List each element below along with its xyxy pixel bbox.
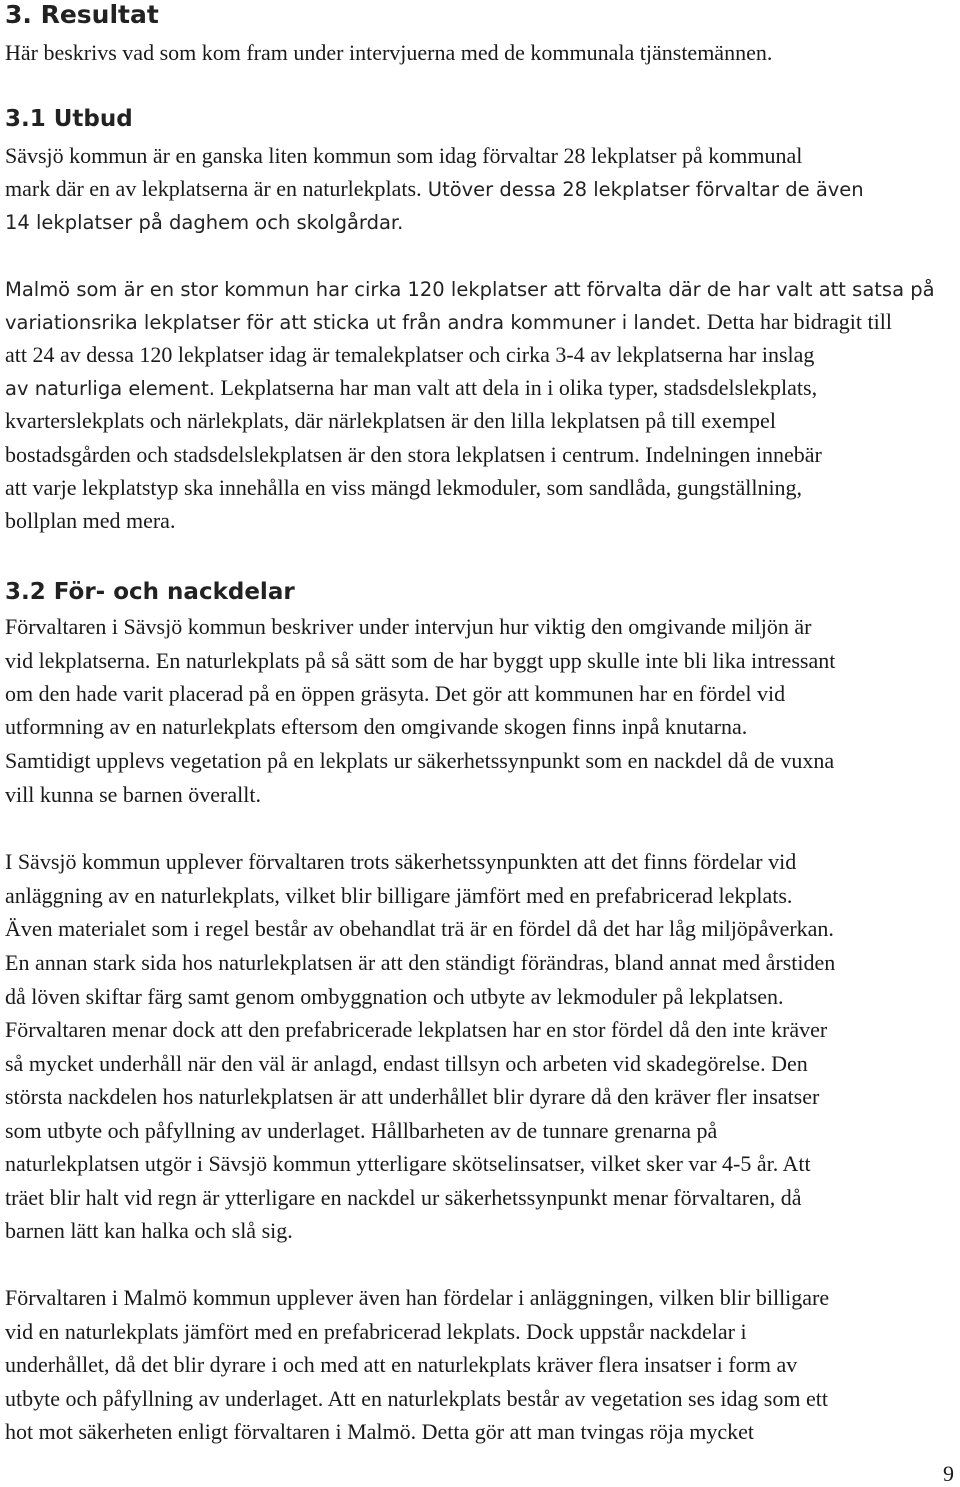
paragraph-line: som utbyte och påfyllning av underlaget. Hållbarheten av de tunnare grenarna på [5, 1118, 718, 1143]
paragraph-line: underhållet, då det blir dyrare i och med att en naturlekplats kräver flera insatser i form av [5, 1352, 798, 1377]
main-heading: 3. Resultat [5, 0, 159, 29]
paragraph-line: så mycket underhåll när den väl är anlagd, endast tillsyn och arbeten vid skadegörelse. Den [5, 1051, 808, 1076]
paragraph-line: största nackdelen hos naturlekplatsen är att underhållet blir dyrare då den kräver fler insatser [5, 1084, 820, 1109]
page-number: 9 [943, 1461, 954, 1486]
paragraph-line: utbyte och påfyllning av underlaget. Att en naturlekplats består av vegetation ses idag som ett [5, 1386, 828, 1411]
paragraph-line: hot mot säkerheten enligt förvaltaren i Malmö. Detta gör att man tvingas röja mycket [5, 1419, 754, 1444]
paragraph-line: Sävsjö kommun är en ganska liten kommun som idag förvaltar 28 lekplatser på kommunal [5, 143, 803, 168]
paragraph-line: bollplan med mera. [5, 508, 176, 533]
paragraph-line: Samtidigt upplevs vegetation på en lekplats ur säkerhetssynpunkt som en nackdel då de vuxna [5, 748, 835, 773]
section-heading-utbud: 3.1 Utbud [5, 106, 133, 132]
paragraph-line: En annan stark sida hos naturlekplatsen är att den ständigt förändras, bland annat med årstiden [5, 950, 836, 975]
paragraph-line: Förvaltaren menar dock att den prefabricerade lekplatsen har en stor fördel då den inte kräver [5, 1017, 828, 1042]
paragraph-line: om den hade varit placerad på en öppen gräsyta. Det gör att kommunen har en fördel vid [5, 681, 786, 706]
section-heading-for-och-nackdelar: 3.2 För- och nackdelar [5, 579, 295, 605]
paragraph-line: Förvaltaren i Sävsjö kommun beskriver under intervjun hur viktig den omgivande miljön är [5, 614, 812, 639]
paragraph-line: Malmö som är en stor kommun har cirka 120 lekplatser att förvalta där de har valt att satsa på [5, 278, 935, 301]
paragraph-line: I Sävsjö kommun upplever förvaltaren trots säkerhetssynpunkten att det finns fördelar vid [5, 849, 797, 874]
intro-paragraph: Här beskrivs vad som kom fram under intervjuerna med de kommunala tjänstemännen. [5, 40, 773, 65]
paragraph-line: då löven skiftar färg samt genom ombyggnation och utbyte av lekmoduler på lekplatsen. [5, 984, 784, 1009]
paragraph-line: att 24 av dessa 120 lekplatser idag är temalekplatser och cirka 3-4 av lekplatserna har inslag [5, 342, 815, 367]
paragraph-line: av naturliga element. Lekplatserna har man valt att dela in i olika typer, stadsdelslekplats, [5, 375, 818, 400]
paragraph-line: 14 lekplatser på daghem och skolgårdar. [5, 211, 404, 234]
paragraph-line: barnen lätt kan halka och slå sig. [5, 1218, 293, 1243]
paragraph-line: kvarterslekplats och närlekplats, där närlekplatsen är den lilla lekplatsen på till exempel [5, 408, 776, 433]
paragraph-line: träet blir halt vid regn är ytterligare en nackdel ur säkerhetssynpunkt menar förvaltaren, då [5, 1185, 802, 1210]
paragraph-line: att varje lekplatstyp ska innehålla en viss mängd lekmoduler, som sandlåda, gungställning, [5, 475, 803, 500]
paragraph-line: vid lekplatserna. En naturlekplats på så sätt som de har byggt upp skulle inte bli lika intressant [5, 648, 836, 673]
paragraph-line: anläggning av en naturlekplats, vilket blir billigare jämfört med en prefabricerad lekplats. [5, 883, 793, 908]
paragraph-line: bostadsgården och stadsdelslekplatsen är den stora lekplatsen i centrum. Indelningen innebär [5, 442, 822, 467]
paragraph-line: naturlekplatsen utgör i Sävsjö kommun ytterligare skötselinsatser, vilket sker var 4-5 år. Att [5, 1151, 811, 1176]
paragraph-line: variationsrika lekplatser för att sticka ut från andra kommuner i landet. Detta har bidragit till [5, 309, 892, 334]
paragraph-line: vid en naturlekplats jämfört med en prefabricerad lekplats. Dock uppstår nackdelar i [5, 1319, 747, 1344]
paragraph-line: vill kunna se barnen överallt. [5, 782, 261, 807]
paragraph-line: Förvaltaren i Malmö kommun upplever även han fördelar i anläggningen, vilken blir billigare [5, 1285, 830, 1310]
paragraph-line: Även materialet som i regel består av obehandlat trä är en fördel då det har låg miljöpåverkan. [5, 916, 834, 941]
paragraph-line: utformning av en naturlekplats eftersom den omgivande skogen finns inpå knutarna. [5, 714, 748, 739]
paragraph-line: mark där en av lekplatserna är en naturlekplats. Utöver dessa 28 lekplatser förvaltar de även [5, 176, 864, 201]
